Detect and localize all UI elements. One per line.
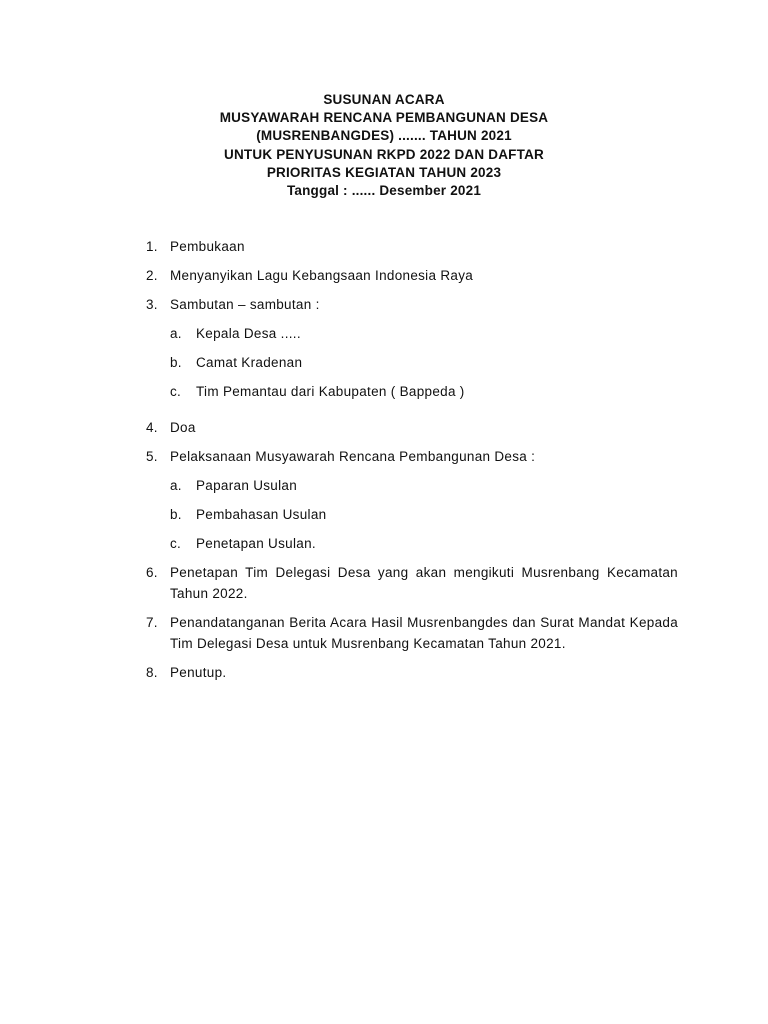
sub-item-text: Pembahasan Usulan: [196, 507, 327, 522]
agenda-item-2: [146, 265, 678, 286]
title-line-2: MUSYAWARAH RENCANA PEMBANGUNAN DESA: [219, 110, 549, 126]
sub-item-text: Paparan Usulan: [196, 478, 298, 493]
sub-item-text: Tim Pemantau dari Kabupaten ( Bappeda ): [196, 384, 465, 399]
item-text: Penandatanganan Berita Acara Hasil Musrenbangdes dan Surat Mandat Kepada Tim Delegasi Desa untuk Musrenbang Kecamatan Tahun 2021.: [170, 615, 678, 651]
sub-item-letter: c.: [170, 536, 182, 551]
sub-item-3b: [146, 352, 678, 373]
sub-item-text: Kepala Desa .....: [196, 326, 301, 341]
sub-item-text: Camat Kradenan: [196, 355, 303, 370]
agenda-item-4: [146, 417, 678, 438]
sub-item-5c: [146, 533, 678, 554]
document-title: [0, 91, 768, 200]
agenda-item-6: [146, 562, 678, 604]
item-number: 6.: [146, 565, 158, 580]
title-line-5: PRIORITAS KEGIATAN TAHUN 2023: [266, 164, 502, 180]
item-number: 2.: [146, 268, 158, 283]
sub-item-letter: a.: [170, 478, 182, 493]
sub-item-5a: [146, 475, 678, 496]
agenda-item-8: [146, 662, 678, 683]
item-number: 3.: [146, 297, 158, 312]
item-text: Pelaksanaan Musyawarah Rencana Pembangunan Desa :: [170, 449, 536, 464]
item-number: 4.: [146, 420, 158, 435]
sub-item-letter: b.: [170, 355, 182, 370]
item-text: Sambutan – sambutan :: [170, 297, 320, 312]
sub-item-5b: [146, 504, 678, 525]
sub-item-letter: a.: [170, 326, 182, 341]
title-line-3: (MUSRENBANGDES) ....... TAHUN 2021: [256, 128, 512, 144]
sub-item-3c: [146, 381, 678, 402]
sub-item-letter: b.: [170, 507, 182, 522]
agenda-item-5: [146, 446, 678, 467]
title-line-4: UNTUK PENYUSUNAN RKPD 2022 DAN DAFTAR: [224, 146, 544, 162]
item-text: Menyanyikan Lagu Kebangsaan Indonesia Raya: [170, 268, 474, 283]
item-number: 7.: [146, 615, 158, 630]
agenda-item-7: [146, 612, 678, 654]
item-number: 1.: [146, 239, 158, 254]
item-text: Pembukaan: [170, 239, 245, 254]
sub-item-letter: c.: [170, 384, 182, 399]
sub-item-text: Penetapan Usulan.: [196, 536, 316, 551]
agenda-list: [146, 236, 678, 683]
date-line: Tanggal : ...... Desember 2021: [286, 183, 482, 199]
item-text: Penutup.: [170, 665, 227, 680]
title-line-1: SUSUNAN ACARA: [323, 92, 445, 107]
item-number: 5.: [146, 449, 158, 464]
agenda-item-3: [146, 294, 678, 315]
item-number: 8.: [146, 665, 158, 680]
item-text: Doa: [170, 420, 196, 435]
sub-item-3a: [146, 323, 678, 344]
item-text: Penetapan Tim Delegasi Desa yang akan mengikuti Musrenbang Kecamatan Tahun 2022.: [170, 565, 678, 601]
agenda-item-1: [146, 236, 678, 257]
